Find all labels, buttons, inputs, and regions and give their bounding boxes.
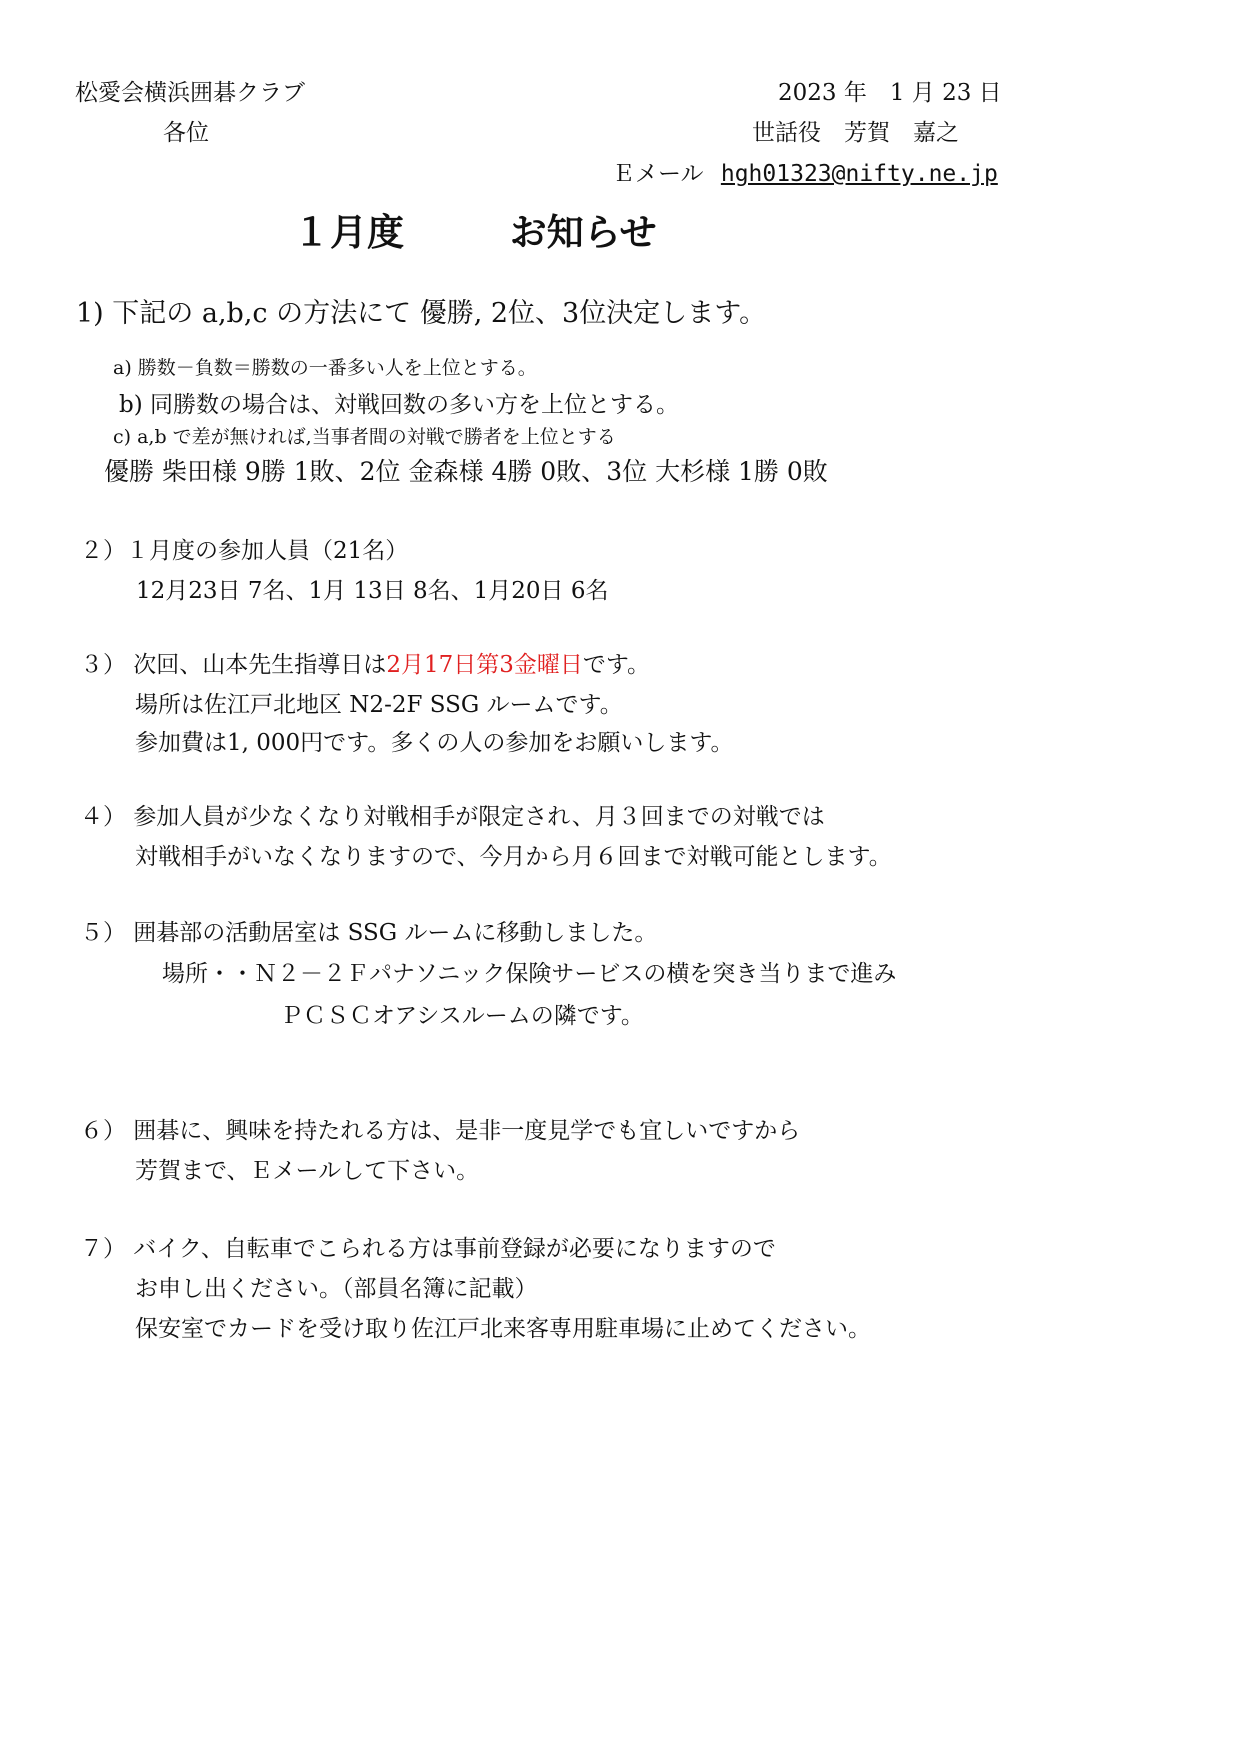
results-line: 優勝 柴田様 9勝 1敗、2位 金森様 4勝 0敗、3位 大杉様 1勝 0敗 [104,457,828,486]
attendance-detail: 12月23日 7名、1月 13日 8名、1月20日 6名 [136,578,609,604]
section-5-line-1: ５） 囲碁部の活動居室は SSG ルームに移動しました。 [80,920,658,946]
section-2-heading: ２）１月度の参加人員（21名） [80,538,409,564]
section-5-line-2: 場所・・Ｎ２－２Ｆパナソニック保険サービスの横を突き当りまで進み [162,961,897,987]
session-place: 場所は佐江戸北地区 N2-2F SSG ルームです。 [135,692,623,718]
section-1-heading: 1) 下記の a,b,c の方法にて 優勝, 2位、3位決定します。 [76,298,767,329]
next-session-suffix: です。 [582,652,651,678]
page-title [293,212,657,255]
section-7-line-3: 保安室でカードを受け取り佐江戸北来客専用駐車場に止めてください。 [135,1316,871,1342]
section-6-line-1: ６） 囲碁に、興味を持たれる方は、是非一度見学でも宜しいですから [80,1118,801,1144]
rule-a: a) 勝数－負数＝勝数の一番多い人を上位とする。 [113,357,537,379]
section-4-line-2: 対戦相手がいなくなりますので、今月から月６回まで対戦可能とします。 [135,844,892,870]
title-notice: お知らせ [509,211,657,254]
rule-c: c) a,b で差が無ければ,当事者間の対戦で勝者を上位とする [113,426,616,448]
section-5-line-3: ＰＣＳＣオアシスルームの隣です。 [280,1003,644,1029]
organization-name: 松愛会横浜囲碁クラブ [75,80,305,106]
next-session-date: 2月17日第3金曜日 [386,652,583,678]
email-link[interactable]: hgh01323@nifty.ne.jp [720,161,998,187]
rule-b: b) 同勝数の場合は、対戦回数の多い方を上位とする。 [119,392,680,418]
session-fee: 参加費は1, 000円です。多くの人の参加をお願いします。 [135,730,734,756]
recipients: 各位 [163,120,209,146]
section-7-line-2: お申し出ください。（部員名簿に記載） [135,1276,538,1302]
section-6-line-2: 芳賀まで、Ｅメールして下さい。 [135,1158,480,1184]
document-date: 2023 年 1 月 23 日 [778,80,1002,106]
section-4-line-1: ４） 参加人員が少なくなり対戦相手が限定され、月３回までの対戦では [80,804,825,830]
email-label: Ｅメール [612,161,704,187]
section-3-heading [80,652,650,678]
next-session-text: ３） 次回、山本先生指導日は [80,652,387,678]
email-line [612,161,998,187]
organizer-name: 世話役 芳賀 嘉之 [752,120,959,146]
title-month: １月度 [293,211,404,254]
section-7-line-1: ７） バイク、自転車でこられる方は事前登録が必要になりますので [80,1236,776,1262]
